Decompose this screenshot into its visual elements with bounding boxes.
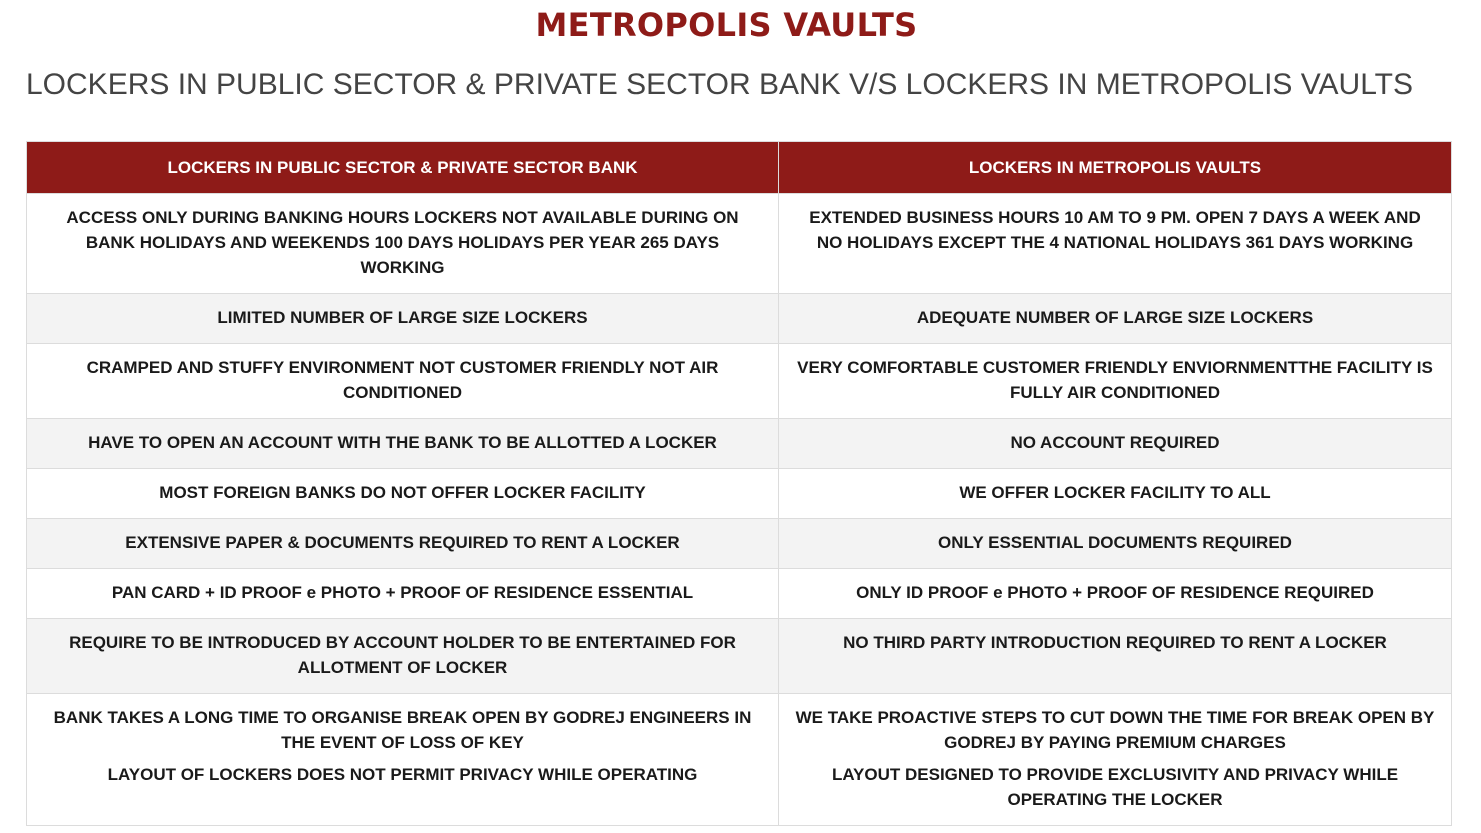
table-row <box>27 619 1452 694</box>
bank-cell: ACCESS ONLY DURING BANKING HOURS LOCKERS NOT AVAILABLE DURING ON BANK HOLIDAYS AND WEEKENDS 100 DAYS HOLIDAYS PER YEAR 265 DAYS WORKING <box>27 194 779 294</box>
bank-cell: CRAMPED AND STUFFY ENVIRONMENT NOT CUSTOMER FRIENDLY NOT AIR CONDITIONED <box>27 344 779 419</box>
metropolis-cell-extra-line: LAYOUT DESIGNED TO PROVIDE EXCLUSIVITY AND PRIVACY WHILE OPERATING THE LOCKER <box>831 765 1399 809</box>
bank-cell: PAN CARD + ID PROOF e PHOTO + PROOF OF RESIDENCE ESSENTIAL <box>27 569 779 619</box>
header-bank-lockers: LOCKERS IN PUBLIC SECTOR & PRIVATE SECTOR BANK <box>27 142 779 194</box>
table-header-row <box>27 142 1452 194</box>
metropolis-cell: ONLY ID PROOF e PHOTO + PROOF OF RESIDENCE REQUIRED <box>779 569 1452 619</box>
metropolis-cell: WE OFFER LOCKER FACILITY TO ALL <box>779 469 1452 519</box>
table-row <box>27 569 1452 619</box>
bank-cell: HAVE TO OPEN AN ACCOUNT WITH THE BANK TO BE ALLOTTED A LOCKER <box>27 419 779 469</box>
table-row <box>27 419 1452 469</box>
metropolis-cell-line: WE TAKE PROACTIVE STEPS TO CUT DOWN THE TIME FOR BREAK OPEN BY GODREJ BY PAYING PREMIUM CHARGES <box>795 708 1435 752</box>
bank-cell: MOST FOREIGN BANKS DO NOT OFFER LOCKER FACILITY <box>27 469 779 519</box>
bank-cell-line: BANK TAKES A LONG TIME TO ORGANISE BREAK OPEN BY GODREJ ENGINEERS IN THE EVENT OF LOSS OF KEY <box>53 708 752 752</box>
bank-cell <box>27 694 779 826</box>
table-row <box>27 469 1452 519</box>
bank-cell: LIMITED NUMBER OF LARGE SIZE LOCKERS <box>27 294 779 344</box>
table-row <box>27 294 1452 344</box>
metropolis-cell: ONLY ESSENTIAL DOCUMENTS REQUIRED <box>779 519 1452 569</box>
metropolis-cell: NO ACCOUNT REQUIRED <box>779 419 1452 469</box>
header-metropolis-lockers: LOCKERS IN METROPOLIS VAULTS <box>779 142 1452 194</box>
bank-cell: REQUIRE TO BE INTRODUCED BY ACCOUNT HOLDER TO BE ENTERTAINED FOR ALLOTMENT OF LOCKER <box>27 619 779 694</box>
table-row <box>27 194 1452 294</box>
metropolis-cell: NO THIRD PARTY INTRODUCTION REQUIRED TO RENT A LOCKER <box>779 619 1452 694</box>
brand-title: METROPOLIS VAULTS <box>535 6 918 44</box>
table-row <box>27 344 1452 419</box>
comparison-table <box>26 141 1452 826</box>
metropolis-cell: VERY COMFORTABLE CUSTOMER FRIENDLY ENVIORNMENTTHE FACILITY IS FULLY AIR CONDITIONED <box>779 344 1452 419</box>
metropolis-cell: ADEQUATE NUMBER OF LARGE SIZE LOCKERS <box>779 294 1452 344</box>
table-row <box>27 519 1452 569</box>
metropolis-cell <box>779 694 1452 826</box>
bank-cell: EXTENSIVE PAPER & DOCUMENTS REQUIRED TO RENT A LOCKER <box>27 519 779 569</box>
bank-cell-extra-line: LAYOUT OF LOCKERS DOES NOT PERMIT PRIVACY WHILE OPERATING <box>107 765 698 784</box>
table-row <box>27 694 1452 826</box>
metropolis-cell: EXTENDED BUSINESS HOURS 10 AM TO 9 PM. OPEN 7 DAYS A WEEK AND NO HOLIDAYS EXCEPT THE 4 NATIONAL HOLIDAYS 361 DAYS WORKING <box>779 194 1452 294</box>
page-heading: LOCKERS IN PUBLIC SECTOR & PRIVATE SECTOR BANK V/S LOCKERS IN METROPOLIS VAULTS <box>26 68 1414 101</box>
